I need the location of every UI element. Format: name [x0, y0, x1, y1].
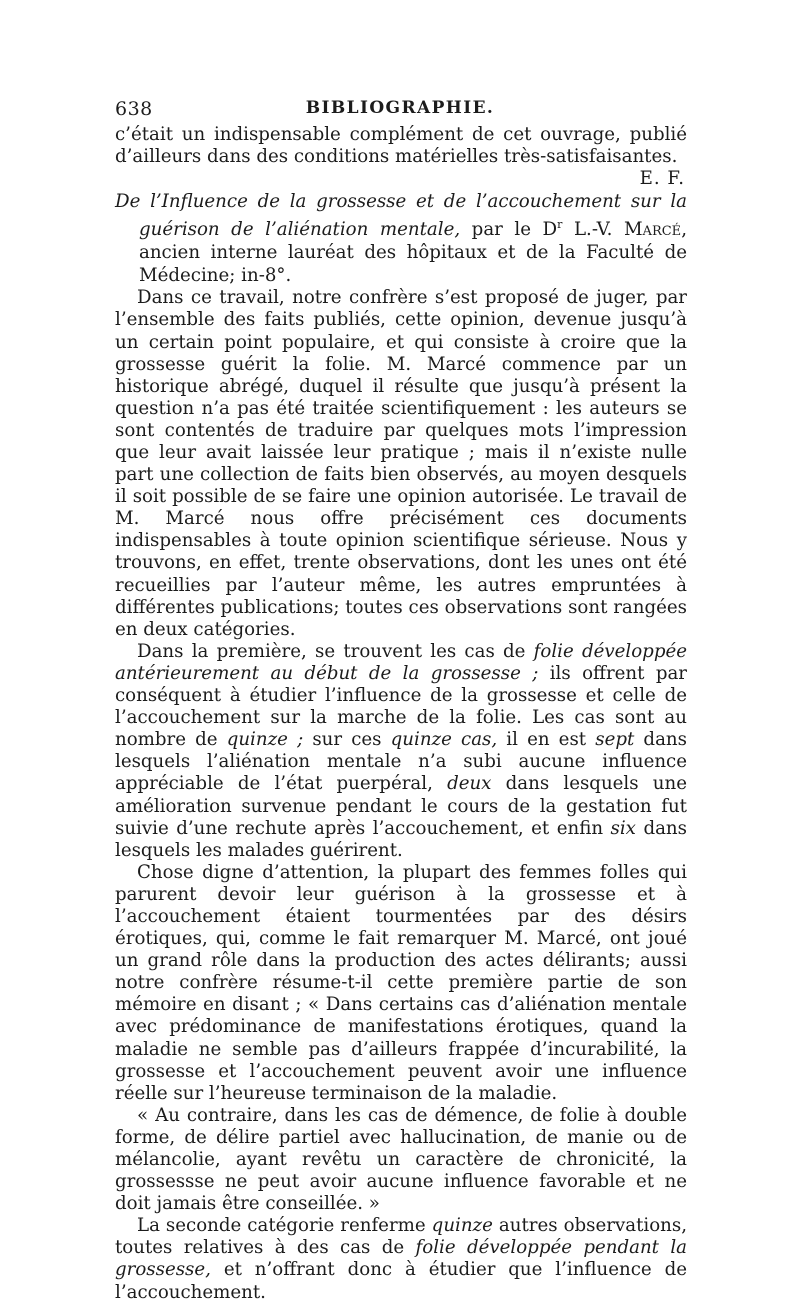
p2-text-a: Dans la première, se trouvent les cas de [137, 640, 534, 662]
p2-italic-l: six [610, 817, 636, 839]
p2-italic-h: sept [595, 729, 635, 751]
review-paragraph-4: « Au contraire, dans les cas de démence, de folie à double forme, de délire partiel avec hallucination, de manie ou de mélancolie, ayant revêtu un caractère de chronicité, la grossessse ne peut avoir aucune influence favorable et ne doit jamais être conseillée. » [115, 1104, 687, 1215]
p2-italic-f: quinze cas, [390, 729, 498, 751]
previous-review-closing: c’était un indispensable complément de cet ouvrage, publié d’ailleurs dans des conditions matérielles très-satisfaisantes. [115, 124, 687, 168]
page-body [115, 124, 687, 1304]
p5-text-e: et n’offrant donc à étudier que l’influence de l’accouchement. [115, 1259, 687, 1303]
book-description: , ancien interne lauréat des hôpitaux et de la Faculté de Médecine; in-8°. [139, 219, 687, 287]
review-paragraph-2 [115, 641, 687, 862]
p2-italic-j: deux [447, 773, 492, 795]
p5-italic-b: quinze [431, 1215, 493, 1237]
doctor-superscript: r [557, 218, 563, 232]
page-header [115, 98, 685, 124]
page-number: 638 [115, 98, 153, 120]
p2-text-c: ils offrent par conséquent à étudier l’influence de la grossesse et celle de l’accouchement sur la marche de la folie. Les cas sont au nombre de [115, 662, 687, 751]
p2-italic-d: quinze ; [226, 729, 304, 751]
author-initials: L.-V. [562, 219, 624, 241]
author-surname: Marcé [623, 219, 682, 241]
p2-text-g: il en est [497, 729, 596, 751]
review-paragraph-3: Chose digne d’attention, la plupart des femmes folles qui parurent devoir leur guérison à la grossesse et à l’accouchement étaient tourmentées par des désirs érotiques, qui, comme le fait remarquer M. Marcé, ont joué un grand rôle dans la production des actes délirants; aussi notre confrère résume-t-il cette première partie de son mémoire en disant ; « Dans certains cas d’aliénation mentale avec prédominance de manifestations érotiques, quand la maladie ne semble pas d’ailleurs frappée d’incurabilité, la grossesse et l’accouchement peuvent avoir une influence réelle sur l’heureuse terminaison de la maladie. [115, 861, 687, 1104]
book-by: par le D [460, 219, 558, 241]
review-paragraph-5 [115, 1215, 687, 1303]
p5-text-a: La seconde catégorie renferme [137, 1215, 432, 1237]
reviewer-signature: E. F. [639, 168, 685, 190]
p2-text-i: dans lesquels l’aliénation mentale n’a subi aucune influence appréciable de l’état puerpéral, [115, 729, 687, 795]
book-citation [115, 190, 687, 287]
p2-text-k: dans lesquels une amélioration survenue pendant le cours de la gestation fut suivie d’une rechute après l’accouchement, et enfin [115, 773, 687, 839]
p2-italic-b: folie développée antérieurement au début de la grossesse ; [115, 640, 687, 684]
p2-text-e: sur ces [303, 729, 391, 751]
p5-text-c: autres observations, toutes relatives à des cas de [115, 1215, 687, 1259]
p5-italic-d: folie développée pendant la grossesse, [115, 1237, 688, 1281]
p2-text-m: dans lesquels les malades guérirent. [115, 817, 687, 861]
running-head: BIBLIOGRAPHIE. [305, 98, 495, 118]
book-title: De l’Influence de la grossesse et de l’accouchement sur la guérison de l’aliénation mentale, [115, 191, 687, 241]
review-paragraph-1: Dans ce travail, notre confrère s’est proposé de juger, par l’ensemble des faits publiés, cette opinion, devenue jusqu’à un certain point populaire, et qui consiste à croire que la grossesse guérit la folie. M. Marcé commence par un historique abrégé, duquel il résulte que jusqu’à présent la question n’a pas été traitée scientifiquement : les auteurs se sont contentés de traduire par quelques mots l’impression que leur avait laissée leur pratique ; mais il n’existe nulle part une collection de faits bien observés, au moyen desquels il soit possible de se faire une opinion autorisée. Le travail de M. Marcé nous offre précisément ces documents indispensables à toute opinion scientifique sérieuse. Nous y trouvons, en effet, trente observations, dont les unes ont été recueillies par l’auteur même, les autres empruntées à différentes publications; toutes ces observations sont rangées en deux catégories. [115, 287, 687, 640]
